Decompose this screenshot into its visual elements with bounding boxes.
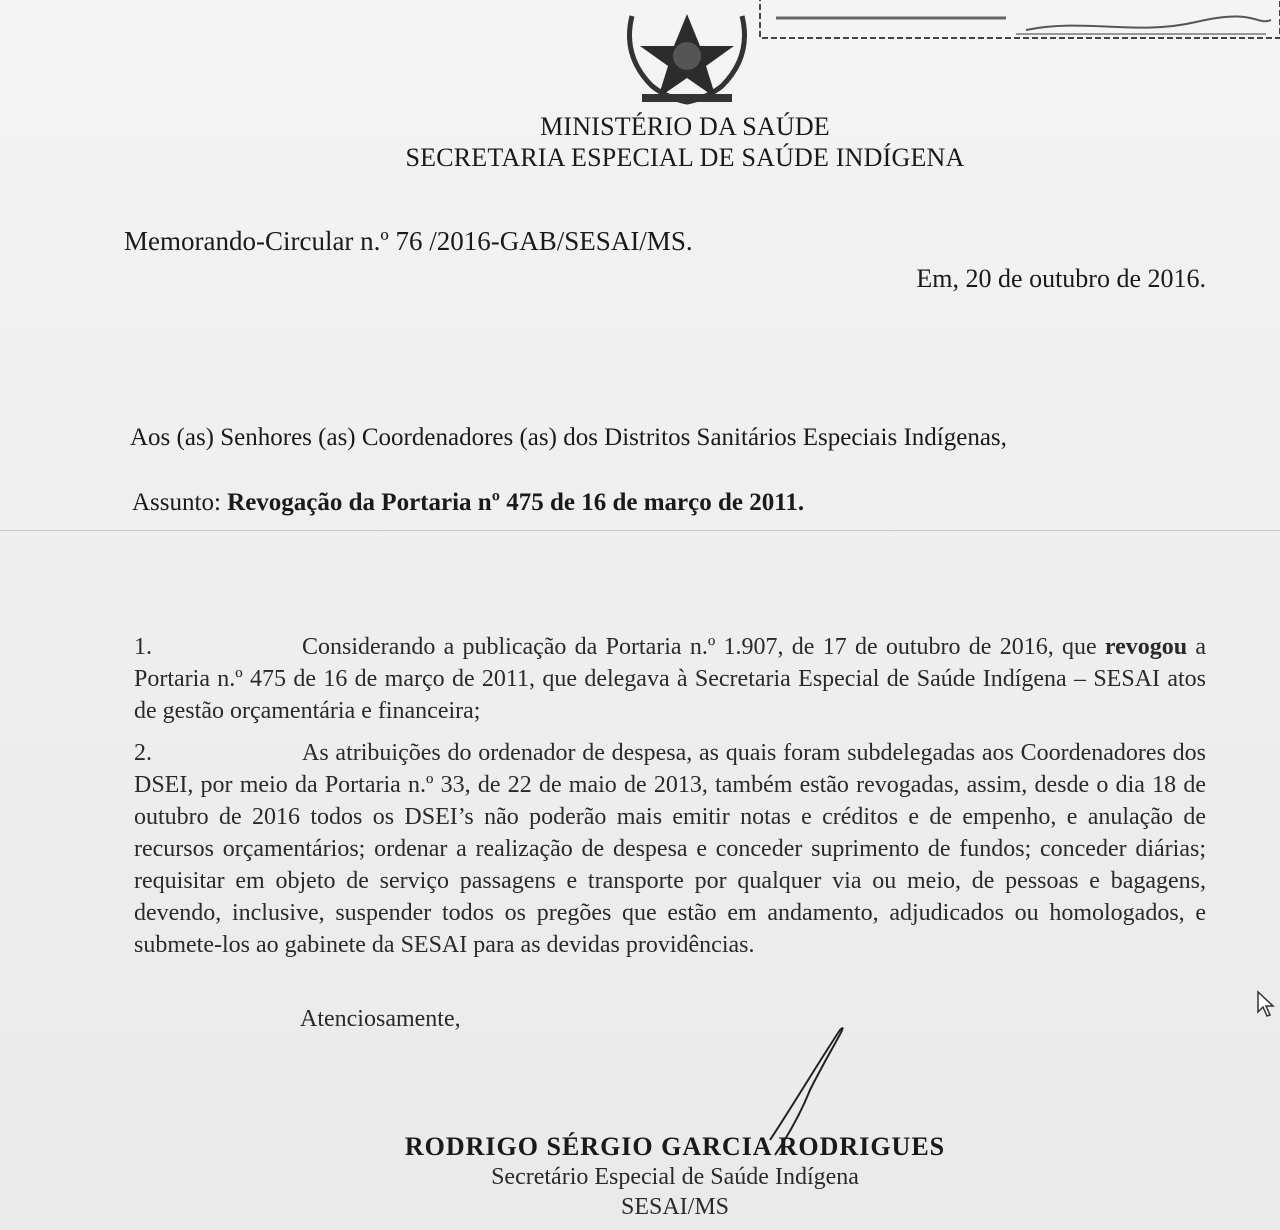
greeting: Aos (as) Senhores (as) Coordenadores (as) dos Distritos Sanitários Especiais Indígenas, [130, 424, 1007, 451]
paragraph-number: 1. [134, 634, 152, 660]
paragraph-rest: a Portaria n.º 475 de 16 de março de 2011, que delegava à Secretaria Especial de Saúde Indígena – SESAI atos de gestão orçamentária e financeira; [134, 634, 1207, 724]
signer-name: RODRIGO SÉRGIO GARCIA RODRIGUES [404, 1132, 946, 1161]
ministry-heading: MINISTÉRIO DA SAÚDE [540, 112, 830, 141]
paragraph-bold: revogou [1104, 634, 1188, 660]
paragraph-2 [134, 737, 1206, 961]
signer-org: SESAI/MS [620, 1194, 730, 1220]
paragraph-text: As atribuições do ordenador de despesa, as quais foram subdelegadas aos Coordenadores dos DSEI, por meio da Portaria n.º 33, de 22 de maio de 2013, também estão revogadas, assim, desde o dia 18 de outubro de 2016 todos os DSEI’s não poderão mais emitir notas e créditos e de empenho, e anulação de recursos orçamentários; ordenar a realização de despesa e conceder suprimento de fundos; conceder diárias; requisitar em objeto de serviço passagens e transporte por qualquer via ou meio, de pessoas e bagagens, devendo, inclusive, suspender todos os pregões que estão em andamento, adjudicados ou homologados, e submete-los ao gabinete da SESAI para as devidas providências. [134, 740, 1206, 958]
mouse-cursor-icon [1256, 990, 1276, 1018]
subject-line [132, 489, 804, 517]
signer-title: Secretário Especial de Saúde Indígena [491, 1164, 859, 1190]
subject-label: Assunto: [132, 489, 221, 516]
paragraph-number: 2. [134, 740, 152, 766]
paragraph-1 [134, 631, 1206, 727]
paragraph-lead: Considerando a publicação da Portaria n.º 1.907, de 17 de outubro de 2016, que [302, 634, 1097, 660]
memo-date: Em, 20 de outubro de 2016. [916, 264, 1206, 293]
brazil-coat-of-arms-icon [612, 6, 762, 106]
screen-divider [0, 530, 1280, 531]
closing: Atenciosamente, [300, 1006, 461, 1032]
subject-text: Revogação da Portaria nº 475 de 16 de março de 2011. [227, 489, 805, 516]
secretariat-heading: SECRETARIA ESPECIAL DE SAÚDE INDÍGENA [405, 143, 965, 172]
receipt-stamp [756, 0, 1280, 44]
memo-number: Memorando-Circular n.º 76 /2016-GAB/SESAI/MS. [124, 226, 693, 256]
